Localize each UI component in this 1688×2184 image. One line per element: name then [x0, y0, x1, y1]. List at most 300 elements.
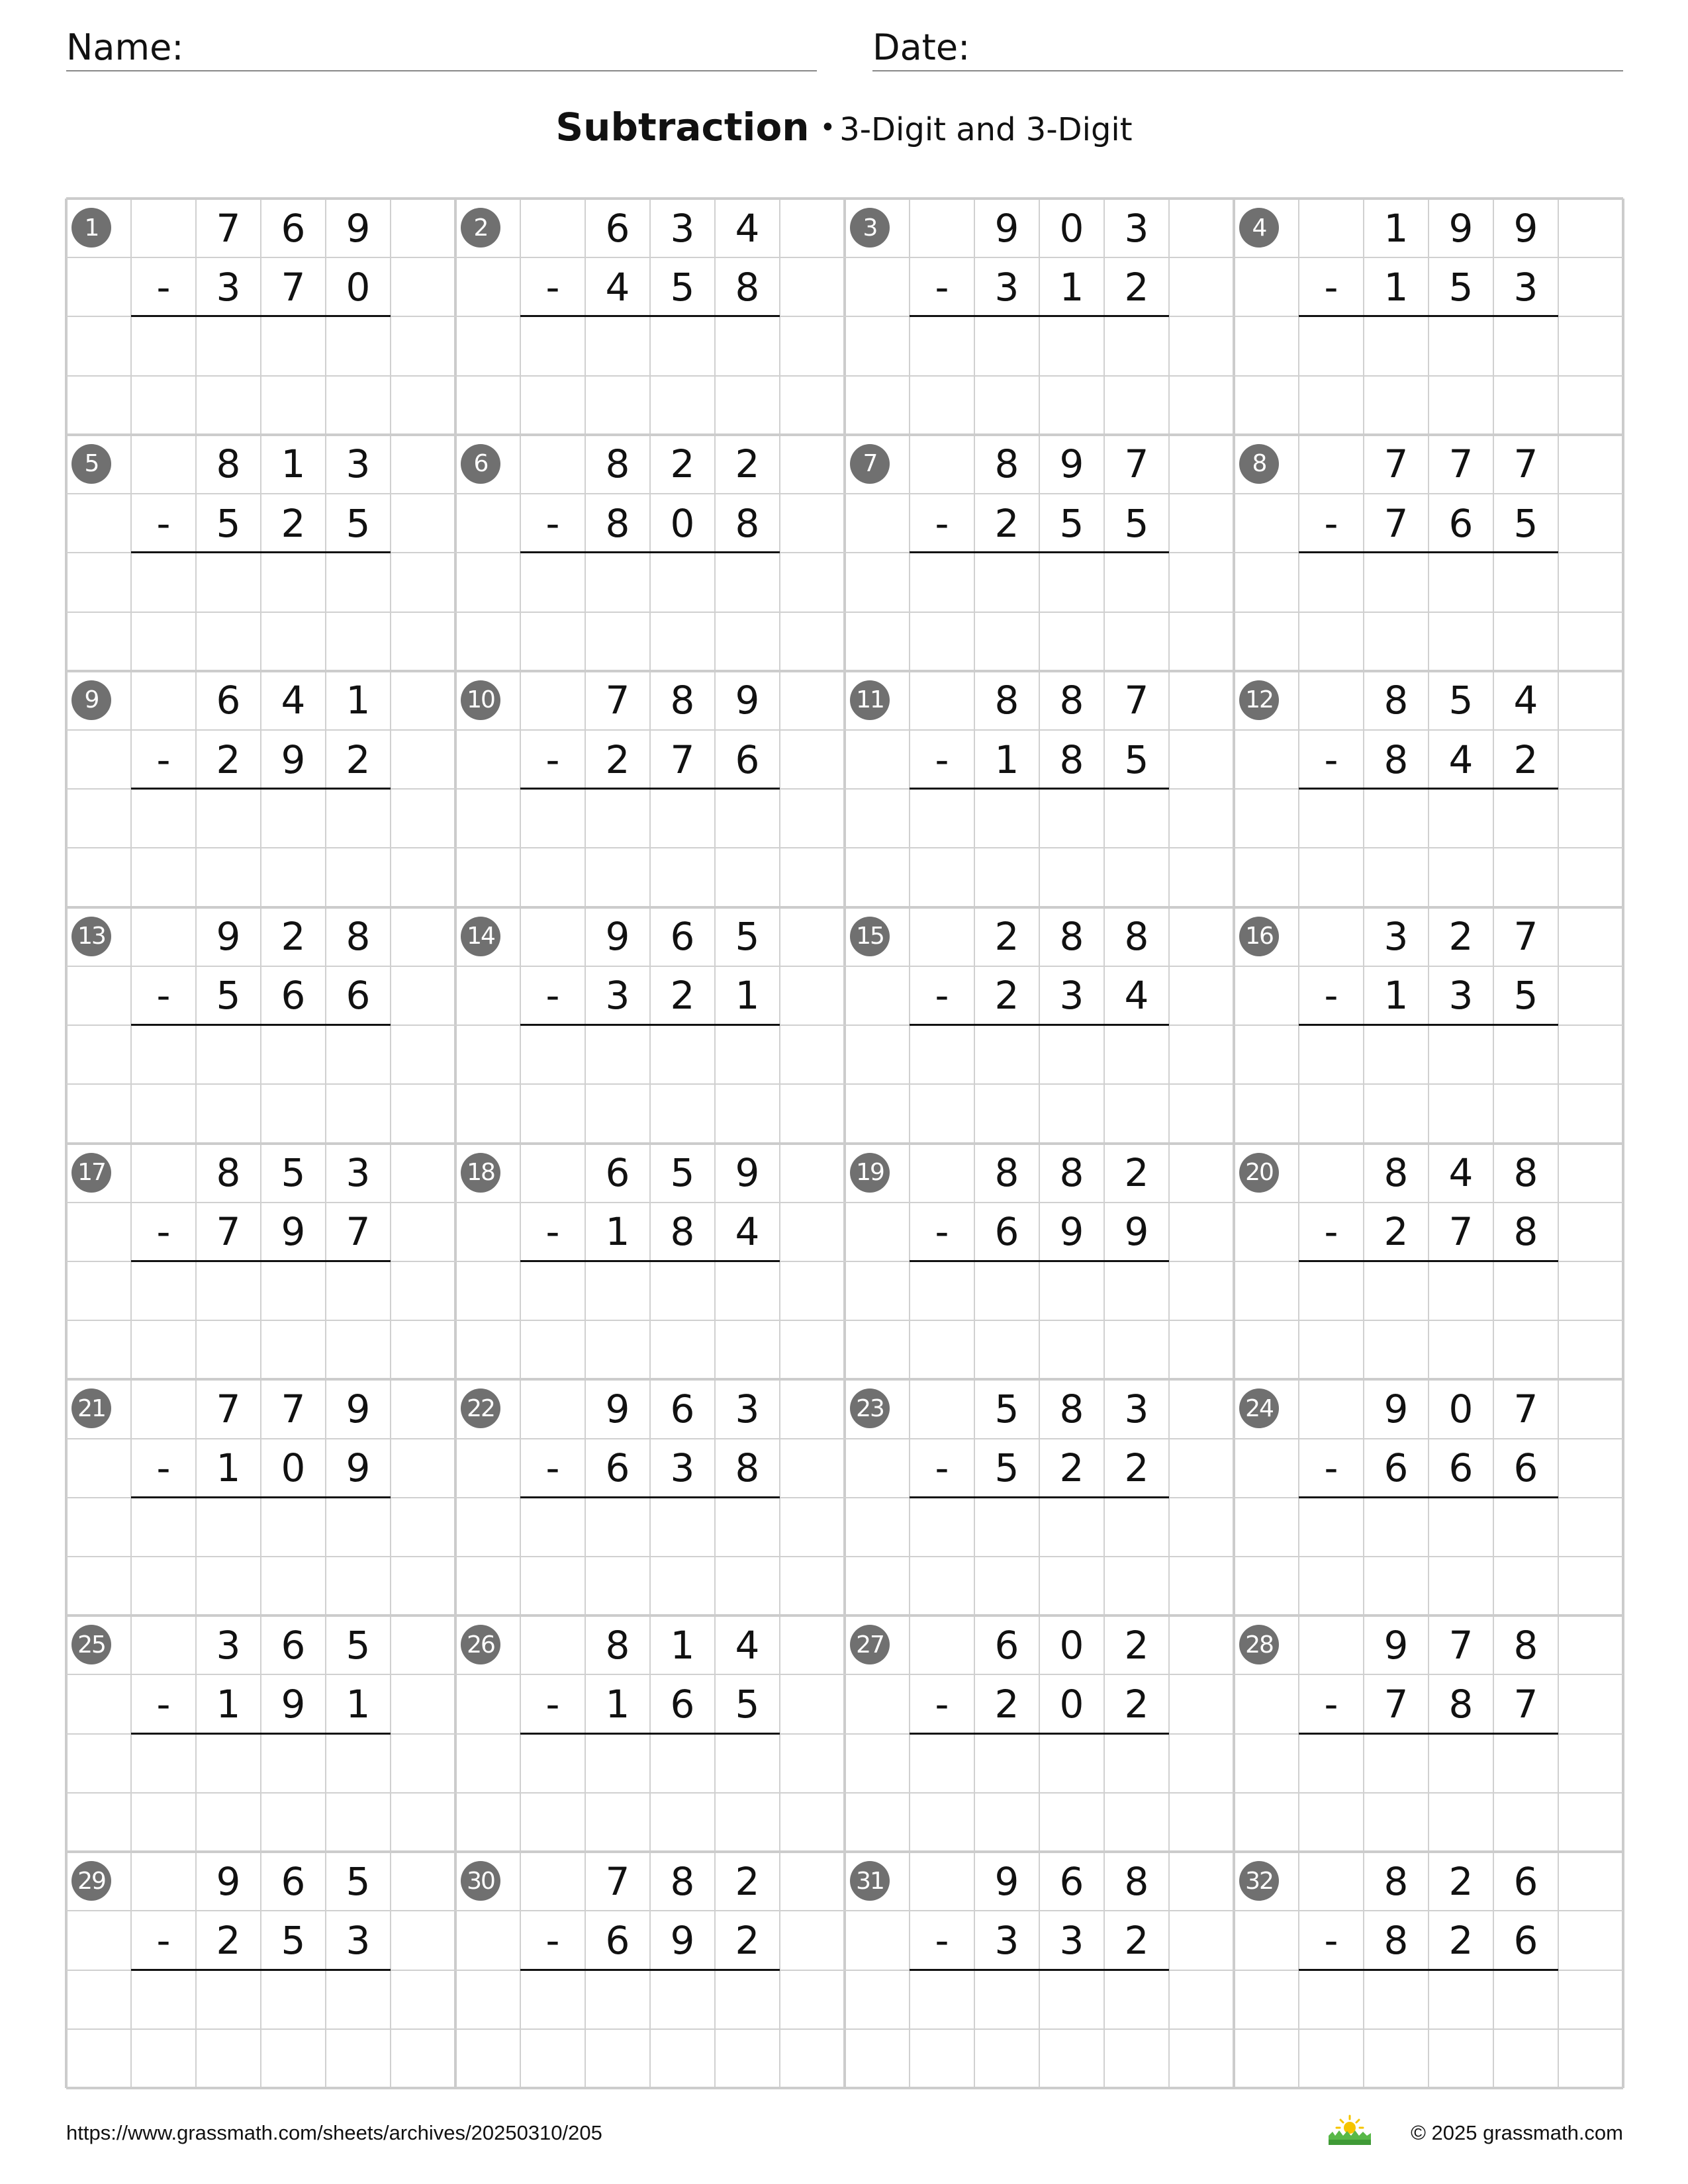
title-main: Subtraction: [555, 105, 810, 150]
answer-area[interactable]: [1299, 318, 1558, 374]
minuend-digit: 8: [346, 914, 371, 960]
subtrahend-digit: 8: [735, 264, 760, 310]
subtrahend-digit: 8: [735, 1445, 760, 1491]
subtrahend-digit: 6: [1448, 1445, 1474, 1491]
subtrahend-digit: 6: [346, 973, 371, 1019]
minuend-digit: 9: [994, 205, 1019, 251]
answer-area[interactable]: [520, 1735, 780, 1792]
minuend-digit: 8: [605, 441, 630, 487]
minus-sign: -: [545, 264, 560, 310]
answer-area[interactable]: [910, 790, 1169, 846]
answer-line: [131, 1260, 391, 1262]
subtrahend-digit: 4: [1448, 737, 1474, 782]
minuend-digit: 6: [281, 1858, 306, 1904]
answer-area[interactable]: [1299, 1026, 1558, 1083]
answer-line: [131, 788, 391, 790]
subtrahend-digit: 8: [1059, 737, 1084, 782]
answer-line: [520, 1260, 780, 1262]
worksheet-title: [0, 105, 1688, 150]
minuend-digit: 2: [735, 1858, 760, 1904]
minus-sign: -: [935, 500, 949, 546]
minuend-digit: 3: [1383, 914, 1409, 960]
answer-area[interactable]: [910, 554, 1169, 610]
subtrahend-digit: 6: [1513, 1445, 1538, 1491]
minuend-digit: 6: [605, 205, 630, 251]
minus-sign: -: [935, 1917, 949, 1963]
subtrahend-digit: 3: [1448, 973, 1474, 1019]
answer-line: [910, 1733, 1169, 1735]
answer-area[interactable]: [131, 1026, 391, 1083]
answer-line: [131, 1496, 391, 1498]
minus-sign: -: [545, 1917, 560, 1963]
minuend-digit: 8: [605, 1622, 630, 1668]
minuend-digit: 2: [735, 441, 760, 487]
minuend-digit: 3: [346, 1150, 371, 1196]
answer-line: [520, 1496, 780, 1498]
subtrahend-digit: 7: [346, 1209, 371, 1255]
answer-area[interactable]: [131, 1263, 391, 1319]
subtrahend-digit: 9: [281, 737, 306, 782]
subtrahend-digit: 5: [1059, 500, 1084, 546]
answer-line: [520, 315, 780, 317]
problem-number-badge: 14: [461, 917, 500, 956]
subtrahend-digit: 5: [346, 500, 371, 546]
subtrahend-digit: 9: [670, 1917, 695, 1963]
minuend-digit: 8: [1124, 914, 1149, 960]
subtrahend-digit: 5: [1124, 500, 1149, 546]
minuend-digit: 7: [281, 1386, 306, 1432]
problem-number-badge: 22: [461, 1388, 500, 1428]
subtrahend-digit: 3: [605, 973, 630, 1019]
minuend-digit: 2: [1124, 1150, 1149, 1196]
answer-area[interactable]: [910, 1735, 1169, 1792]
minuend-digit: 6: [216, 678, 241, 723]
answer-line: [1299, 1496, 1558, 1498]
subtrahend-digit: 6: [605, 1445, 630, 1491]
minuend-digit: 2: [1448, 914, 1474, 960]
minuend-digit: 3: [1124, 205, 1149, 251]
name-label: Name:: [66, 26, 184, 68]
subtrahend-digit: 8: [1448, 1682, 1474, 1727]
problem-number-badge: 2: [461, 208, 500, 248]
answer-area[interactable]: [1299, 554, 1558, 610]
minuend-digit: 4: [735, 1622, 760, 1668]
minus-sign: -: [545, 1682, 560, 1727]
minuend-digit: 9: [1448, 205, 1474, 251]
answer-line: [910, 315, 1169, 317]
minuend-digit: 5: [346, 1858, 371, 1904]
answer-line: [131, 551, 391, 553]
answer-line: [910, 1969, 1169, 1971]
minuend-digit: 2: [670, 441, 695, 487]
subtrahend-digit: 2: [1448, 1917, 1474, 1963]
subtrahend-digit: 5: [994, 1445, 1019, 1491]
minuend-digit: 3: [735, 1386, 760, 1432]
subtrahend-digit: 7: [1513, 1682, 1538, 1727]
answer-area[interactable]: [520, 1263, 780, 1319]
problem-number-badge: 3: [850, 208, 890, 248]
minuend-digit: 7: [1448, 441, 1474, 487]
subtrahend-digit: 5: [1513, 500, 1538, 546]
minus-sign: -: [545, 1445, 560, 1491]
minuend-digit: 8: [216, 1150, 241, 1196]
answer-line: [520, 1733, 780, 1735]
minuend-digit: 6: [1059, 1858, 1084, 1904]
answer-area[interactable]: [1299, 1972, 1558, 2028]
minuend-digit: 7: [605, 1858, 630, 1904]
subtrahend-digit: 7: [1383, 500, 1409, 546]
minuend-digit: 8: [216, 441, 241, 487]
problem-number-badge: 7: [850, 444, 890, 484]
subtrahend-digit: 3: [1059, 973, 1084, 1019]
answer-area[interactable]: [910, 1972, 1169, 2028]
minus-sign: -: [1324, 1682, 1338, 1727]
minus-sign: -: [156, 1209, 171, 1255]
answer-area[interactable]: [520, 790, 780, 846]
answer-line: [910, 788, 1169, 790]
minuend-digit: 4: [735, 205, 760, 251]
problem-number-badge: 20: [1239, 1153, 1279, 1193]
problem-number-badge: 10: [461, 680, 500, 720]
subtrahend-digit: 3: [1059, 1917, 1084, 1963]
minuend-digit: 5: [281, 1150, 306, 1196]
subtrahend-digit: 6: [605, 1917, 630, 1963]
subtrahend-digit: 6: [1383, 1445, 1409, 1491]
minuend-digit: 7: [605, 678, 630, 723]
minuend-digit: 1: [670, 1622, 695, 1668]
subtrahend-digit: 2: [1124, 1445, 1149, 1491]
minus-sign: -: [156, 1682, 171, 1727]
answer-line: [520, 1024, 780, 1026]
date-field[interactable]: [872, 24, 1623, 71]
minuend-digit: 9: [605, 1386, 630, 1432]
subtrahend-digit: 7: [1383, 1682, 1409, 1727]
problem-number-badge: 15: [850, 917, 890, 956]
minuend-digit: 1: [346, 678, 371, 723]
answer-area[interactable]: [131, 318, 391, 374]
answer-area[interactable]: [131, 1972, 391, 2028]
minuend-digit: 5: [994, 1386, 1019, 1432]
subtrahend-digit: 2: [605, 737, 630, 782]
minuend-digit: 9: [1383, 1622, 1409, 1668]
subtrahend-digit: 1: [1059, 264, 1084, 310]
problem-number-badge: 29: [71, 1861, 111, 1901]
subtrahend-digit: 9: [1059, 1209, 1084, 1255]
subtrahend-digit: 0: [346, 264, 371, 310]
minuend-digit: 8: [1059, 1150, 1084, 1196]
minus-sign: -: [545, 737, 560, 782]
minus-sign: -: [935, 1682, 949, 1727]
subtrahend-digit: 6: [994, 1209, 1019, 1255]
minuend-digit: 8: [1383, 678, 1409, 723]
minuend-digit: 8: [1059, 914, 1084, 960]
minuend-digit: 6: [670, 914, 695, 960]
answer-area[interactable]: [520, 1499, 780, 1555]
minuend-digit: 5: [346, 1622, 371, 1668]
subtrahend-digit: 2: [281, 500, 306, 546]
answer-line: [910, 1260, 1169, 1262]
minus-sign: -: [1324, 1445, 1338, 1491]
subtrahend-digit: 5: [1448, 264, 1474, 310]
subtrahend-digit: 0: [281, 1445, 306, 1491]
minus-sign: -: [1324, 973, 1338, 1019]
minus-sign: -: [156, 737, 171, 782]
answer-area[interactable]: [131, 554, 391, 610]
subtrahend-digit: 2: [1513, 737, 1538, 782]
minus-sign: -: [1324, 264, 1338, 310]
date-label: Date:: [872, 26, 970, 68]
subtrahend-digit: 8: [1383, 737, 1409, 782]
minuend-digit: 2: [994, 914, 1019, 960]
subtrahend-digit: 8: [670, 1209, 695, 1255]
subtrahend-digit: 9: [281, 1209, 306, 1255]
subtrahend-digit: 4: [605, 264, 630, 310]
minuend-digit: 1: [1383, 205, 1409, 251]
problem-number-badge: 11: [850, 680, 890, 720]
minuend-digit: 8: [1124, 1858, 1149, 1904]
subtrahend-digit: 3: [994, 264, 1019, 310]
subtrahend-digit: 6: [1513, 1917, 1538, 1963]
subtrahend-digit: 2: [216, 737, 241, 782]
subtrahend-digit: 5: [735, 1682, 760, 1727]
answer-area[interactable]: [910, 1499, 1169, 1555]
answer-line: [910, 1496, 1169, 1498]
grid-line-horizontal: [66, 847, 1623, 848]
minus-sign: -: [545, 1209, 560, 1255]
answer-line: [910, 1024, 1169, 1026]
minuend-digit: 2: [281, 914, 306, 960]
minus-sign: -: [545, 500, 560, 546]
subtrahend-digit: 5: [1513, 973, 1538, 1019]
answer-area[interactable]: [910, 318, 1169, 374]
minus-sign: -: [935, 1445, 949, 1491]
minuend-digit: 8: [1513, 1150, 1538, 1196]
minuend-digit: 8: [670, 1858, 695, 1904]
minuend-digit: 9: [735, 1150, 760, 1196]
minuend-digit: 7: [1124, 678, 1149, 723]
minuend-digit: 3: [216, 1622, 241, 1668]
subtrahend-digit: 1: [605, 1209, 630, 1255]
answer-line: [1299, 1969, 1558, 1971]
subtrahend-digit: 3: [1513, 264, 1538, 310]
minuend-digit: 4: [281, 678, 306, 723]
problem-number-badge: 13: [71, 917, 111, 956]
answer-area[interactable]: [520, 554, 780, 610]
answer-line: [131, 1024, 391, 1026]
problem-number-badge: 32: [1239, 1861, 1279, 1901]
minus-sign: -: [156, 500, 171, 546]
subtrahend-digit: 1: [735, 973, 760, 1019]
subtrahend-digit: 8: [1383, 1917, 1409, 1963]
answer-area[interactable]: [1299, 1499, 1558, 1555]
minuend-digit: 0: [1059, 1622, 1084, 1668]
answer-area[interactable]: [910, 1026, 1169, 1083]
grid-line-horizontal: [66, 2028, 1623, 2030]
answer-area[interactable]: [131, 1499, 391, 1555]
minuend-digit: 4: [1448, 1150, 1474, 1196]
minuend-digit: 7: [1383, 441, 1409, 487]
minuend-digit: 7: [1513, 1386, 1538, 1432]
answer-line: [131, 1969, 391, 1971]
grid-line-horizontal: [66, 1556, 1623, 1557]
answer-line: [131, 315, 391, 317]
subtrahend-digit: 2: [994, 973, 1019, 1019]
minuend-digit: 5: [1448, 678, 1474, 723]
answer-area[interactable]: [1299, 1735, 1558, 1792]
minuend-digit: 7: [1513, 441, 1538, 487]
subtrahend-digit: 2: [1059, 1445, 1084, 1491]
problem-number-badge: 31: [850, 1861, 890, 1901]
subtrahend-digit: 0: [1059, 1682, 1084, 1727]
problem-number-badge: 6: [461, 444, 500, 484]
minuend-digit: 2: [1124, 1622, 1149, 1668]
answer-line: [1299, 788, 1558, 790]
minuend-digit: 9: [216, 914, 241, 960]
answer-line: [1299, 1733, 1558, 1735]
minus-sign: -: [1324, 1917, 1338, 1963]
minus-sign: -: [156, 264, 171, 310]
minus-sign: -: [156, 973, 171, 1019]
name-field[interactable]: [66, 24, 817, 71]
subtrahend-digit: 2: [670, 973, 695, 1019]
problem-number-badge: 24: [1239, 1388, 1279, 1428]
subtrahend-digit: 9: [346, 1445, 371, 1491]
minuend-digit: 3: [346, 441, 371, 487]
minus-sign: -: [1324, 500, 1338, 546]
subtrahend-digit: 1: [1383, 264, 1409, 310]
subtrahend-digit: 7: [670, 737, 695, 782]
subtrahend-digit: 7: [1448, 1209, 1474, 1255]
minuend-digit: 7: [216, 205, 241, 251]
subtrahend-digit: 6: [735, 737, 760, 782]
answer-area[interactable]: [520, 1972, 780, 2028]
problem-number-badge: 4: [1239, 208, 1279, 248]
minuend-digit: 8: [670, 678, 695, 723]
subtrahend-digit: 2: [735, 1917, 760, 1963]
subtrahend-digit: 5: [670, 264, 695, 310]
minus-sign: -: [156, 1917, 171, 1963]
subtrahend-digit: 9: [281, 1682, 306, 1727]
answer-line: [131, 1733, 391, 1735]
minuend-digit: 0: [1059, 205, 1084, 251]
subtrahend-digit: 2: [216, 1917, 241, 1963]
minuend-digit: 8: [1059, 678, 1084, 723]
subtrahend-digit: 8: [605, 500, 630, 546]
subtrahend-digit: 3: [670, 1445, 695, 1491]
minuend-digit: 8: [994, 441, 1019, 487]
minuend-digit: 9: [1383, 1386, 1409, 1432]
problem-number-badge: 18: [461, 1153, 500, 1193]
title-subtitle: 3-Digit and 3-Digit: [839, 111, 1133, 148]
grid-line-horizontal: [66, 1320, 1623, 1321]
minuend-digit: 9: [1513, 205, 1538, 251]
footer-url: https://www.grassmath.com/sheets/archives/20250310/205: [66, 2121, 602, 2144]
subtrahend-digit: 2: [1124, 1682, 1149, 1727]
minuend-digit: 2: [1448, 1858, 1474, 1904]
minuend-digit: 9: [346, 205, 371, 251]
problem-number-badge: 23: [850, 1388, 890, 1428]
grid-line-horizontal: [66, 612, 1623, 613]
problem-number-badge: 12: [1239, 680, 1279, 720]
minuend-digit: 7: [1448, 1622, 1474, 1668]
subtrahend-digit: 9: [1124, 1209, 1149, 1255]
answer-area[interactable]: [1299, 1263, 1558, 1319]
minuend-digit: 3: [1124, 1386, 1149, 1432]
minuend-digit: 6: [1513, 1858, 1538, 1904]
title-bullet: •: [820, 113, 836, 143]
answer-area[interactable]: [131, 790, 391, 846]
subtrahend-digit: 2: [1124, 1917, 1149, 1963]
minuend-digit: 7: [1124, 441, 1149, 487]
subtrahend-digit: 2: [1383, 1209, 1409, 1255]
subtrahend-digit: 6: [670, 1682, 695, 1727]
minuend-digit: 9: [605, 914, 630, 960]
answer-area[interactable]: [520, 1026, 780, 1083]
problem-number-badge: 30: [461, 1861, 500, 1901]
subtrahend-digit: 5: [281, 1917, 306, 1963]
subtrahend-digit: 7: [216, 1209, 241, 1255]
minus-sign: -: [935, 264, 949, 310]
problem-number-badge: 16: [1239, 917, 1279, 956]
subtrahend-digit: 1: [605, 1682, 630, 1727]
footer-copyright: © 2025 grassmath.com: [1411, 2121, 1623, 2144]
minus-sign: -: [1324, 1209, 1338, 1255]
minuend-digit: 6: [281, 205, 306, 251]
minuend-digit: 6: [605, 1150, 630, 1196]
subtrahend-digit: 8: [1513, 1209, 1538, 1255]
grass-sun-logo-icon: [1327, 2113, 1372, 2146]
answer-area[interactable]: [1299, 790, 1558, 846]
minuend-digit: 8: [994, 1150, 1019, 1196]
answer-line: [520, 788, 780, 790]
problem-number-badge: 27: [850, 1625, 890, 1664]
subtrahend-digit: 6: [281, 973, 306, 1019]
subtrahend-digit: 2: [994, 500, 1019, 546]
grid-line-horizontal: [66, 1792, 1623, 1794]
minuend-digit: 6: [670, 1386, 695, 1432]
answer-area[interactable]: [131, 1735, 391, 1792]
grid-line-horizontal: [66, 375, 1623, 377]
subtrahend-digit: 1: [346, 1682, 371, 1727]
answer-line: [520, 1969, 780, 1971]
subtrahend-digit: 2: [1124, 264, 1149, 310]
minuend-digit: 6: [994, 1622, 1019, 1668]
minus-sign: -: [156, 1445, 171, 1491]
minus-sign: -: [935, 973, 949, 1019]
problem-number-badge: 26: [461, 1625, 500, 1664]
subtrahend-digit: 3: [994, 1917, 1019, 1963]
subtrahend-digit: 1: [216, 1445, 241, 1491]
minuend-digit: 9: [735, 678, 760, 723]
minuend-digit: 4: [1513, 678, 1538, 723]
subtrahend-digit: 1: [216, 1682, 241, 1727]
problem-number-badge: 9: [71, 680, 111, 720]
subtrahend-digit: 5: [216, 973, 241, 1019]
subtrahend-digit: 1: [1383, 973, 1409, 1019]
answer-area[interactable]: [910, 1263, 1169, 1319]
answer-line: [520, 551, 780, 553]
minus-sign: -: [935, 1209, 949, 1255]
minuend-digit: 6: [281, 1622, 306, 1668]
answer-area[interactable]: [520, 318, 780, 374]
subtrahend-digit: 1: [994, 737, 1019, 782]
subtrahend-digit: 7: [281, 264, 306, 310]
minuend-digit: 8: [1513, 1622, 1538, 1668]
answer-line: [1299, 315, 1558, 317]
subtrahend-digit: 2: [994, 1682, 1019, 1727]
problem-grid: [66, 199, 1623, 2088]
minuend-digit: 8: [1059, 1386, 1084, 1432]
